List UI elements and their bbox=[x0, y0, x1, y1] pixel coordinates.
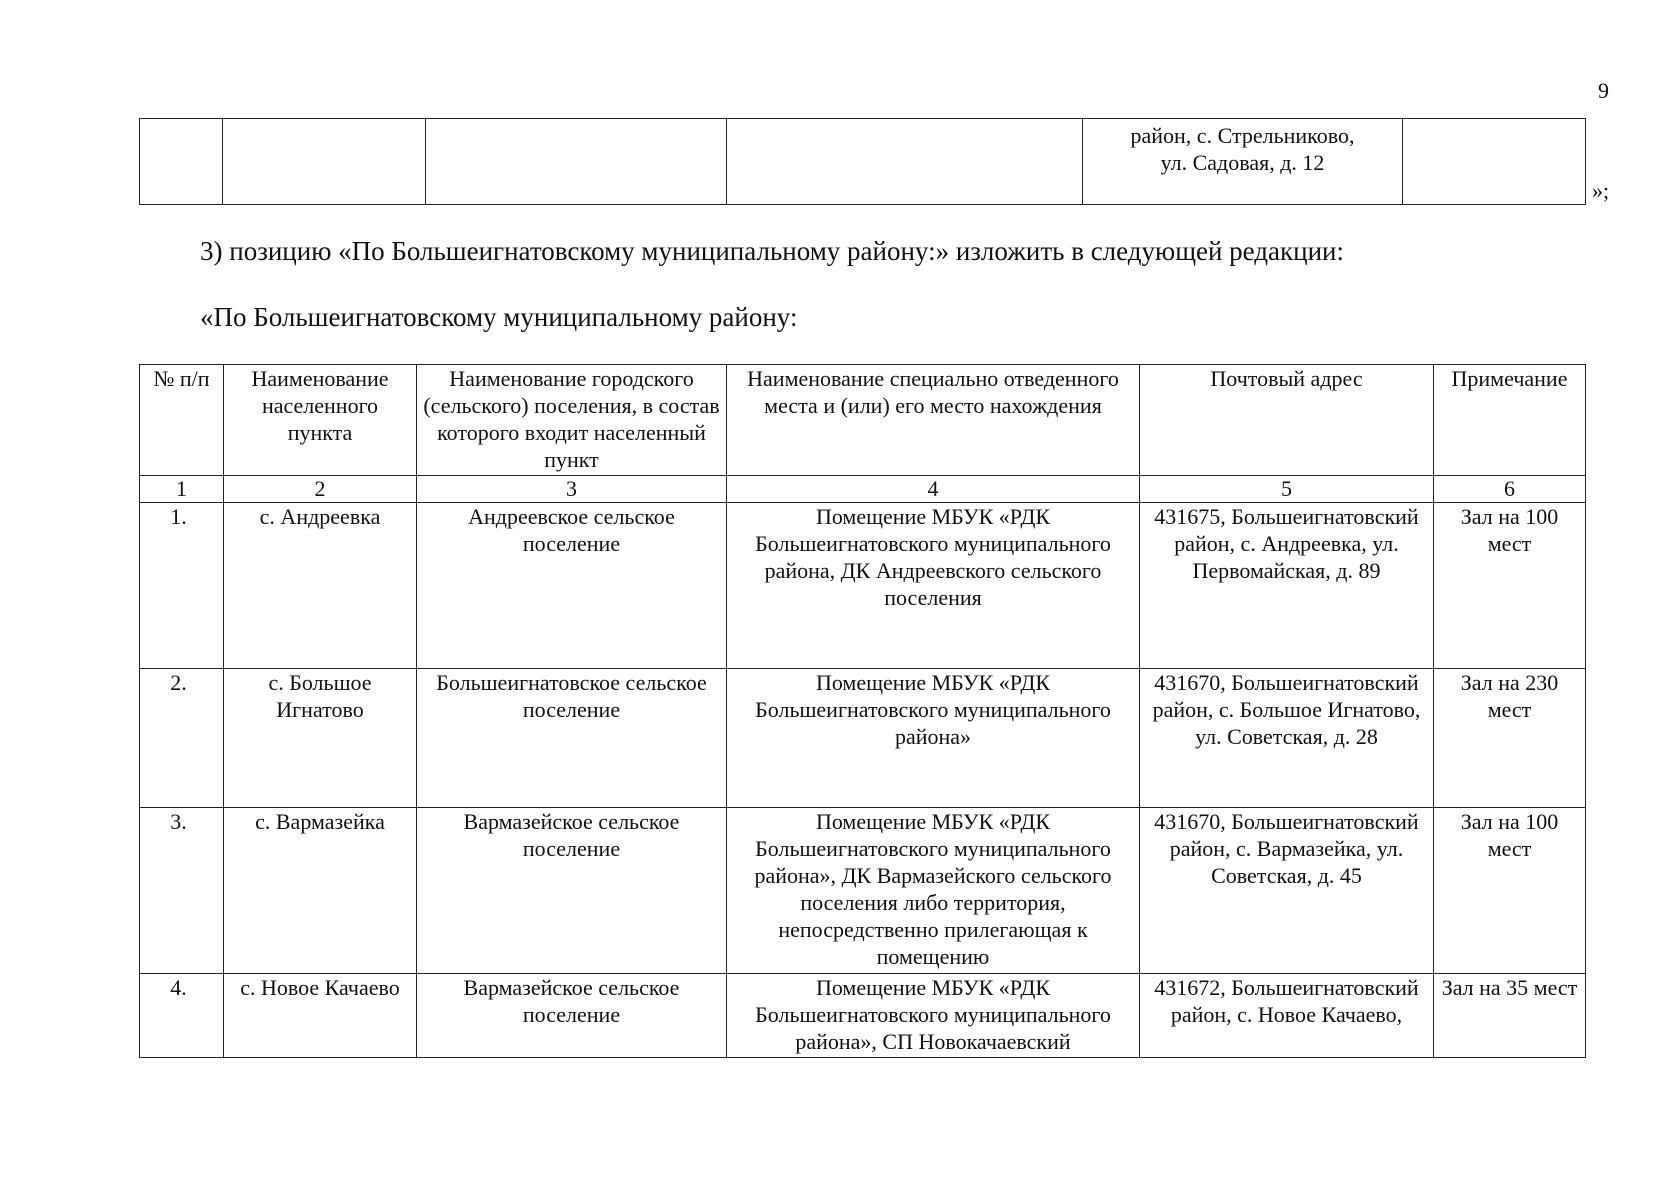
table-row bbox=[140, 119, 1586, 205]
previous-table-fragment bbox=[139, 118, 1586, 205]
column-number: 1 bbox=[140, 476, 224, 503]
amendment-paragraph: 3) позицию «По Большеигнатовскому муниципальному району:» изложить в следующей редакции: bbox=[200, 236, 1344, 266]
column-number: 4 bbox=[727, 476, 1140, 503]
table-cell: район, с. Стрельниково, ул. Садовая, д. 12 bbox=[1083, 119, 1403, 205]
address-cell: 431672, Большеигнатовский район, с. Новое Качаево, bbox=[1140, 974, 1434, 1058]
section-heading: «По Большеигнатовскому муниципальному району: bbox=[200, 302, 798, 332]
address-cell: 431670, Большеигнатовский район, с. Большое Игнатово, ул. Советская, д. 28 bbox=[1140, 669, 1434, 808]
row-number: 4. bbox=[140, 974, 224, 1058]
table-cell bbox=[140, 119, 223, 205]
note-cell: Зал на 230 мест bbox=[1434, 669, 1586, 808]
table-cell bbox=[223, 119, 426, 205]
header-place: Наименование специально отведенного места и (или) его место нахождения bbox=[727, 365, 1140, 476]
settlement-cell: Большеигнатовское сельское поселение bbox=[417, 669, 727, 808]
header-locality: Наименование населенного пункта bbox=[224, 365, 417, 476]
table-row bbox=[140, 503, 1586, 669]
row-number: 1. bbox=[140, 503, 224, 669]
header-note: Примечание bbox=[1434, 365, 1586, 476]
note-cell: Зал на 100 мест bbox=[1434, 503, 1586, 669]
place-cell: Помещение МБУК «РДК Большеигнатовского муниципального района», ДК Вармазейского сельского поселения либо территория, непосредственно прилегающая к помещению bbox=[727, 808, 1140, 974]
place-cell: Помещение МБУК «РДК Большеигнатовского муниципального района» bbox=[727, 669, 1140, 808]
table-row bbox=[140, 669, 1586, 808]
address-cell: 431675, Большеигнатовский район, с. Андреевка, ул. Первомайская, д. 89 bbox=[1140, 503, 1434, 669]
row-number: 3. bbox=[140, 808, 224, 974]
table-row bbox=[140, 808, 1586, 974]
column-number: 5 bbox=[1140, 476, 1434, 503]
note-cell: Зал на 100 мест bbox=[1434, 808, 1586, 974]
locality-cell: с. Большое Игнатово bbox=[224, 669, 417, 808]
table-cell bbox=[727, 119, 1083, 205]
table-header-row bbox=[140, 365, 1586, 476]
table-row bbox=[140, 974, 1586, 1058]
column-number: 2 bbox=[224, 476, 417, 503]
polling-places-table bbox=[139, 364, 1586, 1058]
column-number: 3 bbox=[417, 476, 727, 503]
page-number: 9 bbox=[1598, 78, 1609, 103]
address-cell: 431670, Большеигнатовский район, с. Вармазейка, ул. Советская, д. 45 bbox=[1140, 808, 1434, 974]
column-numbers-row bbox=[140, 476, 1586, 503]
locality-cell: с. Новое Качаево bbox=[224, 974, 417, 1058]
settlement-cell: Вармазейское сельское поселение bbox=[417, 808, 727, 974]
place-cell: Помещение МБУК «РДК Большеигнатовского муниципального района, ДК Андреевского сельского поселения bbox=[727, 503, 1140, 669]
row-number: 2. bbox=[140, 669, 224, 808]
closing-quote: »; bbox=[1592, 178, 1610, 203]
column-number: 6 bbox=[1434, 476, 1586, 503]
locality-cell: с. Вармазейка bbox=[224, 808, 417, 974]
note-cell: Зал на 35 мест bbox=[1434, 974, 1586, 1058]
place-cell: Помещение МБУК «РДК Большеигнатовского муниципального района», СП Новокачаевский bbox=[727, 974, 1140, 1058]
locality-cell: с. Андреевка bbox=[224, 503, 417, 669]
table-cell bbox=[426, 119, 727, 205]
header-address: Почтовый адрес bbox=[1140, 365, 1434, 476]
table-cell bbox=[1403, 119, 1586, 205]
settlement-cell: Вармазейское сельское поселение bbox=[417, 974, 727, 1058]
header-number: № п/п bbox=[140, 365, 224, 476]
header-settlement: Наименование городского (сельского) поселения, в состав которого входит населенный пункт bbox=[417, 365, 727, 476]
settlement-cell: Андреевское сельское поселение bbox=[417, 503, 727, 669]
